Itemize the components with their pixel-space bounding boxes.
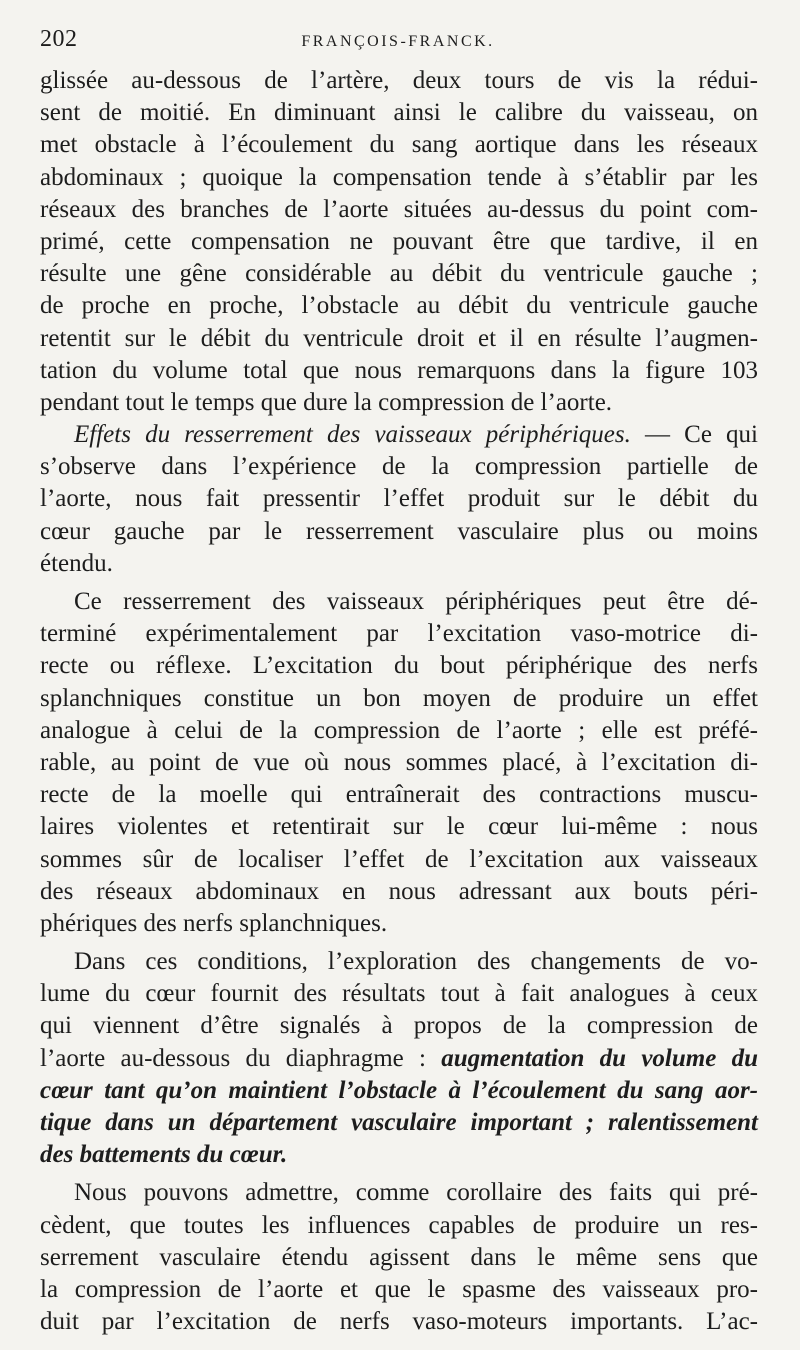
text-segment: cœur gauche par le resserrement vasculaire plus ou moins: [40, 517, 758, 545]
text-line: [40, 618, 758, 650]
running-head: FRANÇOIS-FRANCK.: [301, 33, 495, 50]
text-line: [40, 97, 758, 129]
text-line: [40, 811, 758, 843]
text-line: [40, 129, 758, 161]
text-segment: réseaux des branches de l’aorte situées au-dessus du point com-: [40, 195, 758, 223]
text-line: [40, 876, 758, 908]
text-line: [40, 1306, 758, 1338]
text-line: [40, 779, 758, 811]
text-segment: — Ce qui: [630, 421, 758, 449]
text-line: [40, 419, 758, 451]
text-segment: recte ou réflexe. L’excitation du bout périphérique des nerfs: [40, 652, 758, 680]
text-line: [40, 1010, 758, 1042]
text-segment: pendant tout le temps que dure la compression de l’aorte.: [40, 388, 613, 416]
text-segment: cèdent, que toutes les influences capables de produire un res-: [40, 1211, 758, 1239]
text-line: [40, 1177, 758, 1209]
text-segment: rable, au point de vue où nous sommes placé, à l’excitation di-: [40, 748, 758, 776]
text-line: [40, 65, 758, 97]
text-segment: tation du volume total que nous remarquons dans la figure 103: [40, 356, 758, 384]
text-segment: s’observe dans l’expérience de la compression partielle de: [40, 453, 758, 481]
text-line: [40, 516, 758, 548]
text-line: [40, 1043, 758, 1075]
text-line: [40, 387, 758, 419]
text-line: [40, 946, 758, 978]
text-segment: de proche en proche, l’obstacle au débit du ventricule gauche: [40, 292, 758, 320]
emphasis-segment: des battements du cœur.: [40, 1141, 288, 1169]
text-line: [40, 548, 758, 580]
emphasis-segment: Effets du resserrement des vaisseaux périphériques.: [74, 421, 631, 449]
text-segment: duit par l’excitation de nerfs vaso-moteurs importants. L’ac-: [40, 1308, 758, 1336]
text-segment: sommes sûr de localiser l’effet de l’excitation aux vaisseaux: [40, 845, 758, 873]
text-line: [40, 323, 758, 355]
text-segment: Dans ces conditions, l’exploration des changements de vo-: [74, 948, 758, 976]
text-segment: l’aorte au-dessous du diaphragme :: [40, 1044, 442, 1072]
text-segment: résulte une gêne considérable au débit du ventricule gauche ;: [40, 260, 758, 288]
emphasis-segment: cœur tant qu’on maintient l’obstacle à l’écoulement du sang aor-: [40, 1076, 758, 1104]
text-segment: terminé expérimentalement par l’excitation vaso-motrice di-: [40, 620, 758, 648]
text-line: [40, 683, 758, 715]
text-segment: primé, cette compensation ne pouvant être que tardive, il en: [40, 227, 758, 255]
page-header: [40, 26, 756, 56]
body-text: [40, 65, 758, 1338]
text-segment: la compression de l’aorte et que le spasme des vaisseaux pro-: [40, 1275, 758, 1303]
text-line: [40, 650, 758, 682]
page-number: 202: [40, 26, 78, 52]
text-line: [40, 162, 758, 194]
text-line: [40, 715, 758, 747]
text-line: [40, 747, 758, 779]
text-line: [40, 978, 758, 1010]
text-line: [40, 1075, 758, 1107]
text-segment: étendu.: [40, 549, 113, 577]
text-line: [40, 258, 758, 290]
text-segment: l’aorte, nous fait pressentir l’effet produit sur le débit du: [40, 485, 758, 513]
text-line: [40, 1107, 758, 1139]
text-segment: Nous pouvons admettre, comme corollaire des faits qui pré-: [74, 1179, 758, 1207]
text-segment: laires violentes et retentirait sur le cœur lui-même : nous: [40, 813, 758, 841]
text-segment: glissée au-dessous de l’artère, deux tours de vis la rédui-: [40, 67, 758, 94]
text-segment: met obstacle à l’écoulement du sang aortique dans les réseaux: [40, 131, 758, 159]
text-line: [40, 1274, 758, 1306]
text-segment: phériques des nerfs splanchniques.: [40, 909, 388, 937]
text-line: [40, 194, 758, 226]
emphasis-segment: tique dans un département vasculaire important ; ralentissement: [40, 1109, 758, 1136]
text-segment: abdominaux ; quoique la compensation tende à s’établir par les: [40, 163, 758, 191]
text-segment: qui viennent d’être signalés à propos de la compression de: [40, 1012, 758, 1040]
text-line: [40, 1242, 758, 1274]
text-line: [40, 483, 758, 515]
text-segment: analogue à celui de la compression de l’aorte ; elle est préfé-: [40, 716, 758, 744]
text-line: [40, 355, 758, 387]
text-line: [40, 586, 758, 618]
text-segment: retentit sur le débit du ventricule droit et il en résulte l’augmen-: [40, 324, 758, 352]
emphasis-segment: augmentation du volume du: [441, 1044, 758, 1072]
text-line: [40, 908, 758, 940]
text-line: [40, 844, 758, 876]
text-segment: serrement vasculaire étendu agissent dans le même sens que: [40, 1243, 758, 1271]
text-segment: Ce resserrement des vaisseaux périphériques peut être dé-: [74, 588, 758, 615]
text-segment: splanchniques constitue un bon moyen de produire un effet: [40, 684, 758, 712]
text-line: [40, 1210, 758, 1242]
text-segment: sent de moitié. En diminuant ainsi le calibre du vaisseau, on: [40, 99, 758, 127]
text-line: [40, 1139, 758, 1171]
text-line: [40, 290, 758, 322]
text-segment: recte de la moelle qui entraînerait des contractions muscu-: [40, 781, 758, 809]
text-line: [40, 451, 758, 483]
text-line: [40, 226, 758, 258]
text-segment: lume du cœur fournit des résultats tout à fait analogues à ceux: [40, 980, 758, 1008]
text-segment: des réseaux abdominaux en nous adressant aux bouts péri-: [40, 877, 758, 905]
